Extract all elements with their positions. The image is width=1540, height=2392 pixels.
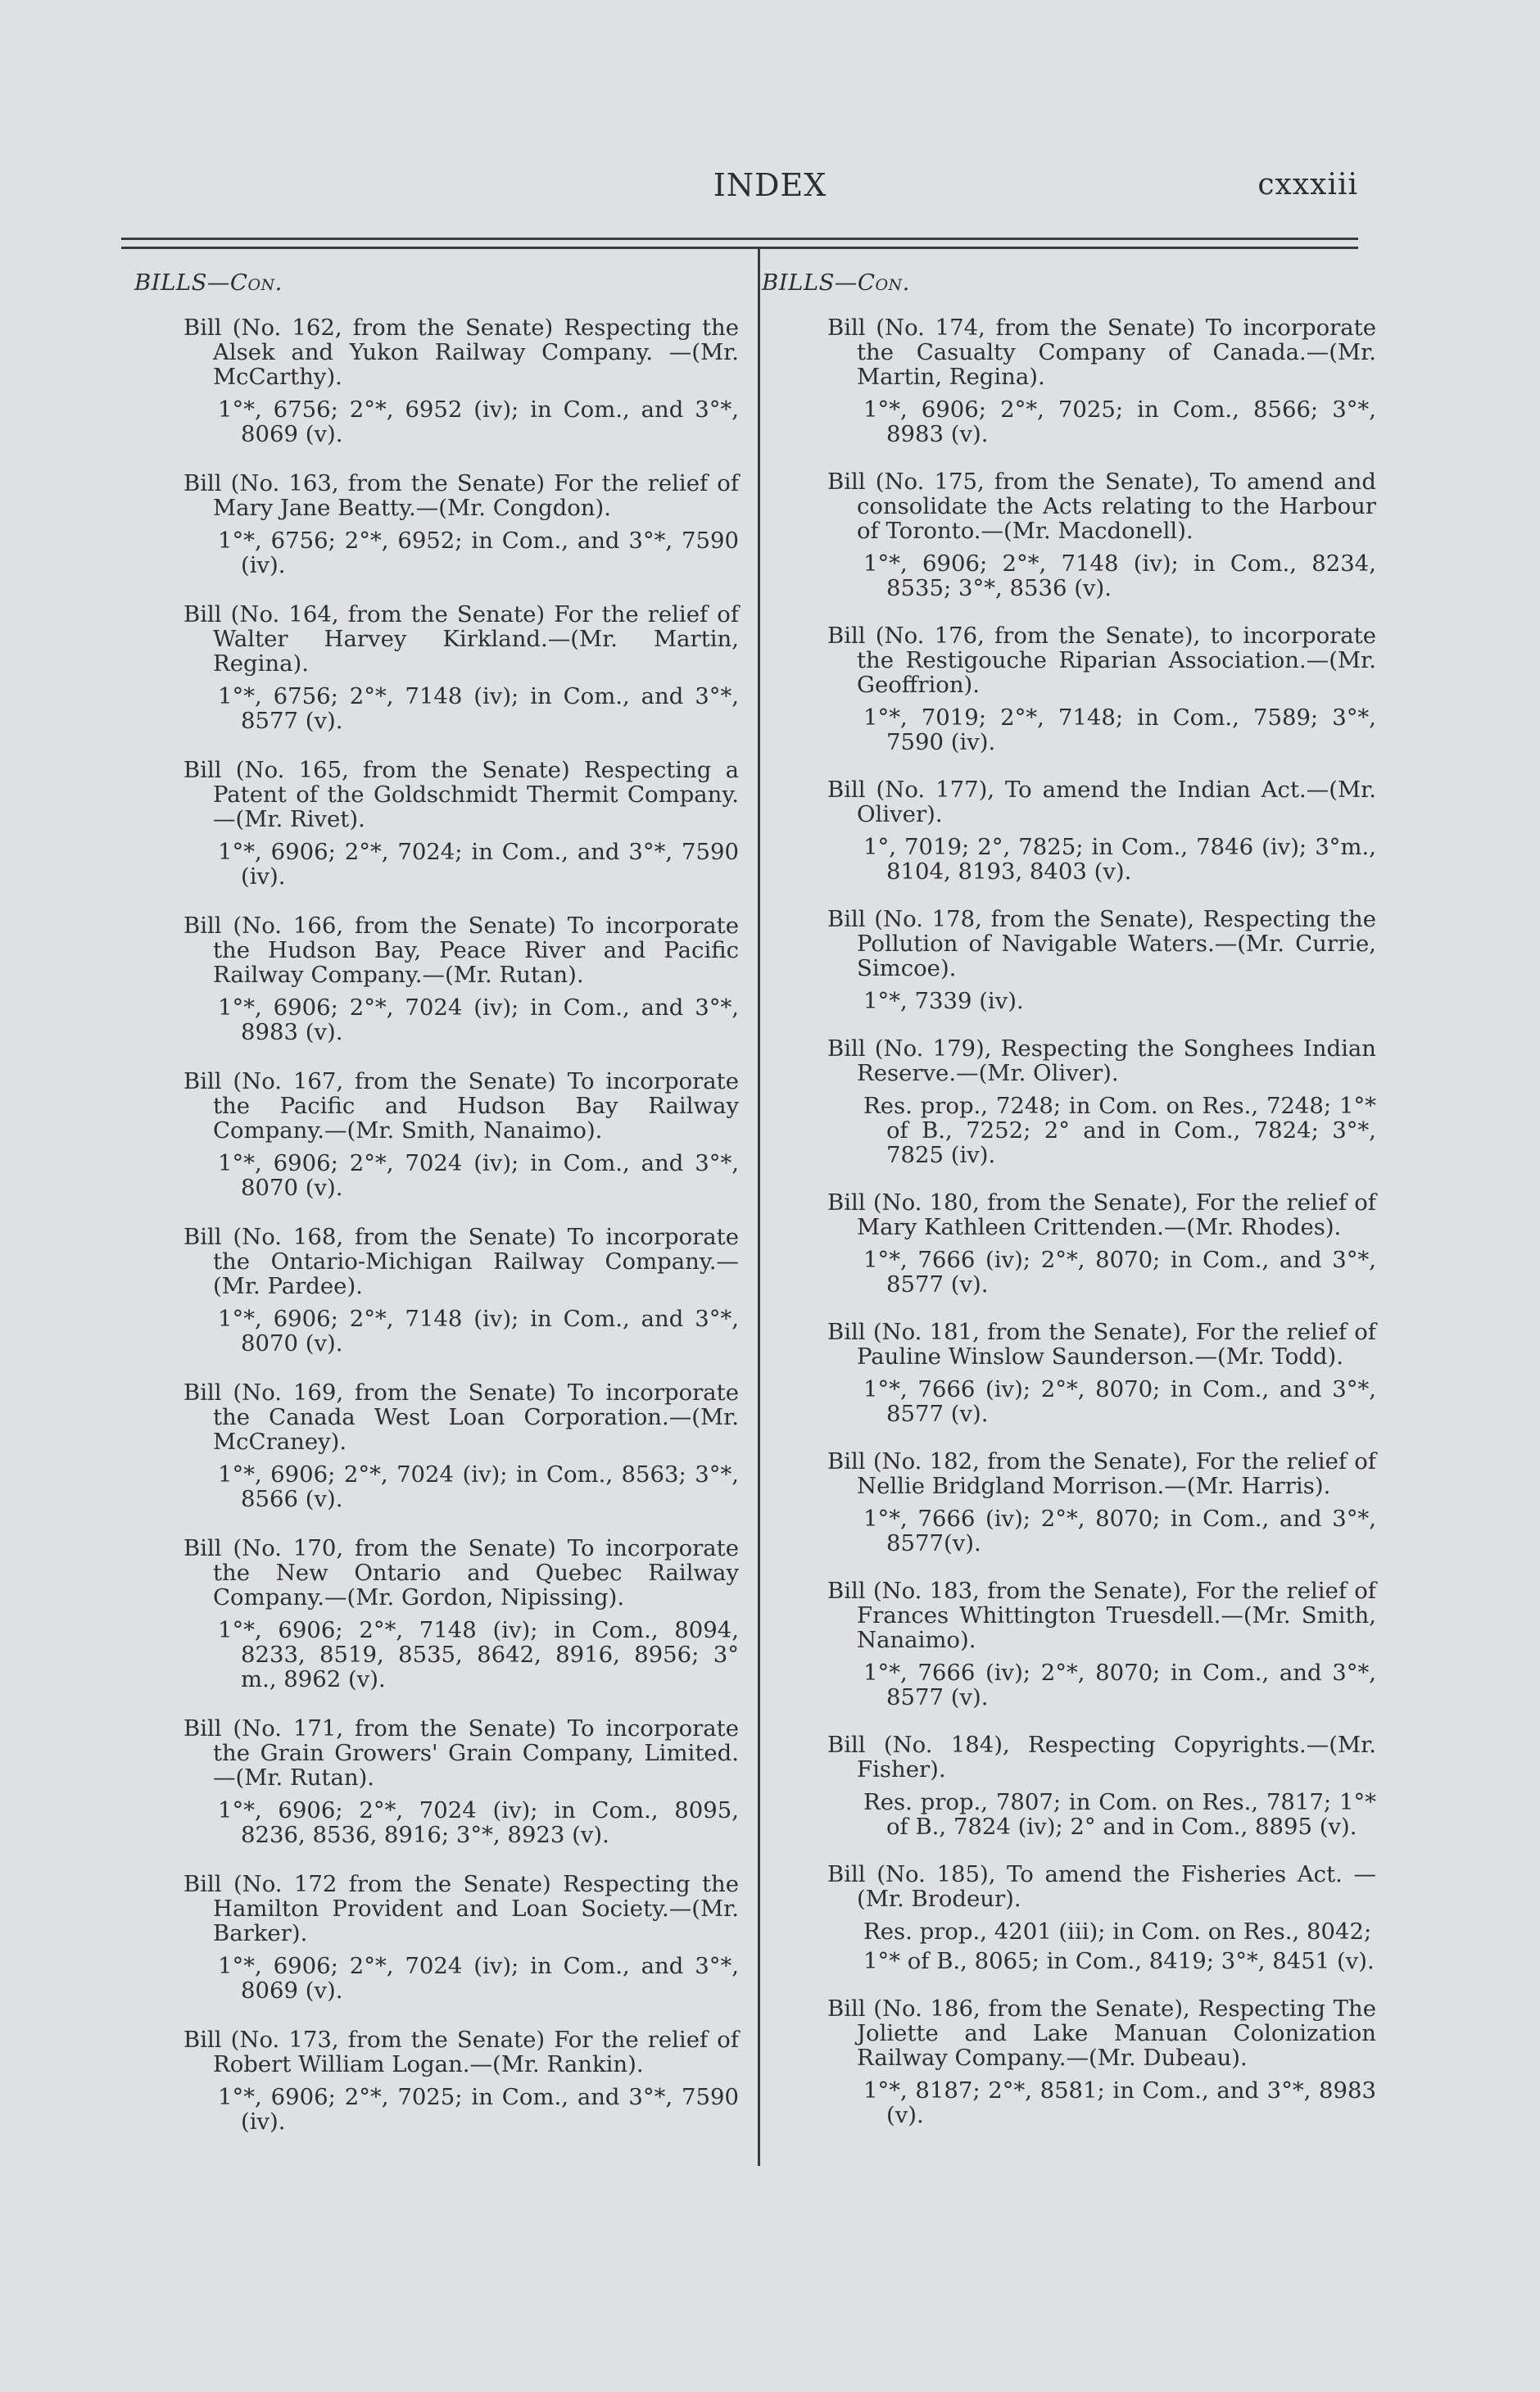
entry-references: 1°*, 6906; 2°*, 7024 (iv); in Com., 8563; 3°*, 8566 (v). xyxy=(218,1461,739,1512)
entry-title: Bill (No. 168, from the Senate) To incorporate the Ontario-Michigan Railway Company.—(Mr. Pardee). xyxy=(183,1224,739,1299)
index-entry xyxy=(133,1069,739,1200)
index-entry xyxy=(754,623,1376,754)
index-entry xyxy=(133,1380,739,1511)
column-heading: BILLS—Con. xyxy=(762,270,910,296)
entry-title: Bill (No. 177), To amend the Indian Act.—(Mr. Oliver). xyxy=(827,777,1376,827)
page-number: cxxxiii xyxy=(1257,168,1358,202)
index-entry xyxy=(133,1536,739,1692)
entry-title: Bill (No. 163, from the Senate) For the relief of Mary Jane Beatty.—(Mr. Congdon). xyxy=(183,470,739,521)
running-title: INDEX xyxy=(713,167,827,203)
index-entry xyxy=(754,469,1376,600)
index-entry xyxy=(133,315,739,446)
index-entry xyxy=(133,758,739,889)
entry-title: Bill (No. 174, from the Senate) To incorporate the Casualty Company of Canada.—(Mr. Martin, Regina). xyxy=(827,315,1376,390)
entry-references: 1°, 7019; 2°, 7825; in Com., 7846 (iv); 3°m., 8104, 8193, 8403 (v). xyxy=(863,834,1376,885)
entry-references: 1°*, 7666 (iv); 2°*, 8070; in Com., and 3°*, 8577 (v). xyxy=(863,1247,1376,1298)
entry-references: 1°*, 6906; 2°*, 7148 (iv); in Com., and 3°*, 8070 (v). xyxy=(218,1306,739,1357)
entry-title: Bill (No. 162, from the Senate) Respecting the Alsek and Yukon Railway Company. —(Mr. McCarthy). xyxy=(183,315,739,390)
entry-title: Bill (No. 185), To amend the Fisheries Act. —(Mr. Brodeur). xyxy=(827,1861,1376,1912)
entry-title: Bill (No. 175, from the Senate), To amend and consolidate the Acts relating to the Harbour of Toronto.—(Mr. Macdonell). xyxy=(827,469,1376,544)
entry-title: Bill (No. 173, from the Senate) For the relief of Robert William Logan.—(Mr. Rankin). xyxy=(183,2027,739,2077)
entry-title: Bill (No. 179), Respecting the Songhees Indian Reserve.—(Mr. Oliver). xyxy=(827,1035,1376,1086)
index-entry xyxy=(133,1716,739,1847)
index-entry xyxy=(754,1579,1376,1710)
index-entry xyxy=(133,602,739,733)
index-entry xyxy=(754,1320,1376,1426)
entry-references: 1°*, 6756; 2°*, 6952 (iv); in Com., and 3°*, 8069 (v). xyxy=(218,396,739,447)
entry-references: Res. prop., 7807; in Com. on Res., 7817; 1°* of B., 7824 (iv); 2° and in Com., 8895 (v). xyxy=(863,1789,1376,1840)
entry-references: 1°*, 6906; 2°*, 7024; in Com., and 3°*, 7590 (iv). xyxy=(218,839,739,890)
entry-title: Bill (No. 166, from the Senate) To incorporate the Hudson Bay, Peace River and Pacific Railway Company.—(Mr. Rutan). xyxy=(183,913,739,988)
entry-title: Bill (No. 164, from the Senate) For the relief of Walter Harvey Kirkland.—(Mr. Martin, Regina). xyxy=(183,601,739,677)
entry-references: 1°* of B., 8065; in Com., 8419; 3°*, 8451 (v). xyxy=(863,1948,1375,1974)
entry-title: Bill (No. 170, from the Senate) To incorporate the New Ontario and Quebec Railway Company.—(Mr. Gordon, Nipissing). xyxy=(183,1535,739,1611)
index-entry xyxy=(133,1225,739,1356)
index-entry xyxy=(754,1996,1376,2127)
entry-title: Bill (No. 186, from the Senate), Respecting The Joliette and Lake Manuan Colonization Railway Company.—(Mr. Dubeau). xyxy=(827,1996,1376,2071)
entry-title: Bill (No. 180, from the Senate), For the relief of Mary Kathleen Crittenden.—(Mr. Rhodes). xyxy=(827,1189,1376,1240)
header-rule-bottom xyxy=(121,247,1358,249)
entry-references: 1°*, 6756; 2°*, 7148 (iv); in Com., and 3°*, 8577 (v). xyxy=(218,683,739,734)
entry-title: Bill (No. 181, from the Senate), For the relief of Pauline Winslow Saunderson.—(Mr. Todd). xyxy=(827,1319,1376,1370)
entry-title: Bill (No. 183, from the Senate), For the relief of Frances Whittington Truesdell.—(Mr. Smith, Nanaimo). xyxy=(827,1578,1376,1653)
entry-title: Bill (No. 178, from the Senate), Respecting the Pollution of Navigable Waters.—(Mr. Currie, Simcoe). xyxy=(827,906,1376,981)
page-header xyxy=(0,161,1540,210)
entry-references: 1°*, 7339 (iv). xyxy=(863,988,1024,1014)
entry-references: 1°*, 6906; 2°*, 7148 (iv); in Com., 8094, 8233, 8519, 8535, 8642, 8916, 8956; 3° m., 8962 (v). xyxy=(218,1617,739,1692)
entry-title: Bill (No. 165, from the Senate) Respecting a Patent of the Goldschmidt Thermit Company.—(Mr. Rivet). xyxy=(183,757,739,832)
entry-title: Bill (No. 172 from the Senate) Respecting the Hamilton Provident and Loan Society.—(Mr. Barker). xyxy=(183,1871,739,1946)
header-rule-top xyxy=(121,238,1358,240)
entry-references: 1°*, 7666 (iv); 2°*, 8070; in Com., and 3°*, 8577 (v). xyxy=(863,1660,1376,1710)
index-entry xyxy=(754,1190,1376,1297)
index-entry xyxy=(133,1872,739,2003)
index-entry xyxy=(754,907,1376,1013)
index-entry xyxy=(133,913,739,1044)
entry-references: 1°*, 6756; 2°*, 6952; in Com., and 3°*, 7590 (iv). xyxy=(218,528,739,578)
column-heading: BILLS—Con. xyxy=(134,270,283,296)
entry-title: Bill (No. 176, from the Senate), to incorporate the Restigouche Riparian Association.—(Mr. Geoffrion). xyxy=(827,623,1376,698)
index-entry xyxy=(133,2027,739,2134)
entry-references: Res. prop., 4201 (iii); in Com. on Res., 8042; xyxy=(863,1919,1372,1945)
entry-references: 1°*, 7666 (iv); 2°*, 8070; in Com., and 3°*, 8577 (v). xyxy=(863,1376,1376,1427)
index-entry xyxy=(754,1862,1376,1973)
index-entry xyxy=(754,1733,1376,1839)
right-column xyxy=(754,270,1376,2127)
index-entry xyxy=(754,1449,1376,1556)
entry-title: Bill (No. 167, from the Senate) To incorporate the Pacific and Hudson Bay Railway Company.—(Mr. Smith, Nanaimo). xyxy=(183,1068,739,1144)
entry-references: 1°*, 6906; 2°*, 7024 (iv); in Com., and 3°*, 8983 (v). xyxy=(218,994,739,1045)
entry-references: 1°*, 6906; 2°*, 7025; in Com., and 3°*, 7590 (iv). xyxy=(218,2084,739,2135)
entry-references: Res. prop., 7248; in Com. on Res., 7248; 1°* of B., 7252; 2° and in Com., 7824; 3°*, 7825 (iv). xyxy=(863,1093,1376,1168)
entry-title: Bill (No. 184), Respecting Copyrights.—(Mr. Fisher). xyxy=(827,1732,1376,1783)
entry-title: Bill (No. 182, from the Senate), For the relief of Nellie Bridgland Morrison.—(Mr. Harris). xyxy=(827,1448,1376,1499)
index-entry xyxy=(754,315,1376,446)
entry-references: 1°*, 6906; 2°*, 7024 (iv); in Com., 8095, 8236, 8536, 8916; 3°*, 8923 (v). xyxy=(218,1797,739,1848)
entry-references: 1°*, 7666 (iv); 2°*, 8070; in Com., and 3°*, 8577(v). xyxy=(863,1506,1376,1556)
entry-references: 1°*, 8187; 2°*, 8581; in Com., and 3°*, 8983 (v). xyxy=(863,2077,1376,2128)
left-column xyxy=(133,270,739,2134)
index-entry xyxy=(754,777,1376,884)
entry-title: Bill (No. 171, from the Senate) To incorporate the Grain Growers' Grain Company, Limited.—(Mr. Rutan). xyxy=(183,1715,739,1791)
entry-references: 1°*, 6906; 2°*, 7024 (iv); in Com., and 3°*, 8070 (v). xyxy=(218,1150,739,1201)
index-entry xyxy=(754,1036,1376,1167)
entry-references: 1°*, 6906; 2°*, 7025; in Com., 8566; 3°*, 8983 (v). xyxy=(863,396,1376,447)
entry-references: 1°*, 6906; 2°*, 7024 (iv); in Com., and 3°*, 8069 (v). xyxy=(218,1953,739,2004)
entry-references: 1°*, 6906; 2°*, 7148 (iv); in Com., 8234, 8535; 3°*, 8536 (v). xyxy=(863,550,1376,601)
entry-references: 1°*, 7019; 2°*, 7148; in Com., 7589; 3°*, 7590 (iv). xyxy=(863,704,1376,755)
entry-title: Bill (No. 169, from the Senate) To incorporate the Canada West Loan Corporation.—(Mr. McCraney). xyxy=(183,1379,739,1455)
index-entry xyxy=(133,471,739,578)
